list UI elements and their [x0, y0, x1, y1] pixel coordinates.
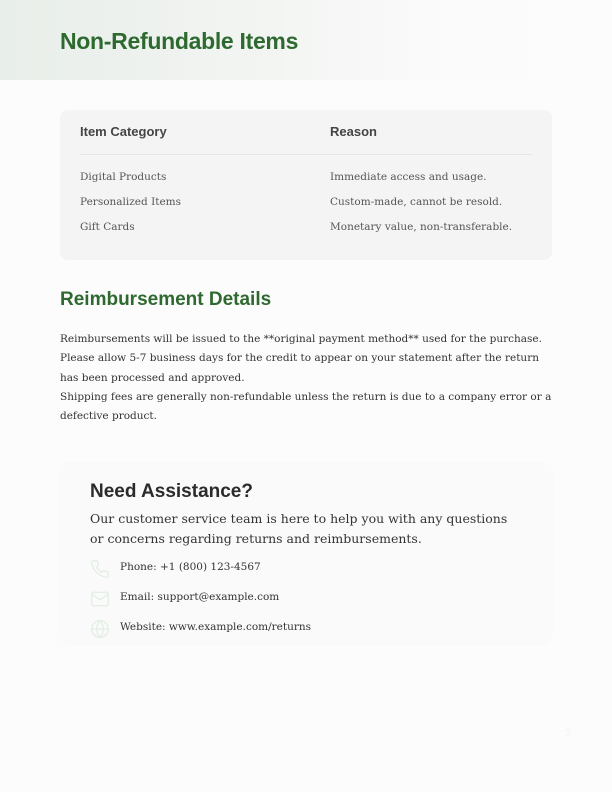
column-header-item-category: Item Category	[80, 124, 167, 139]
contact-phone	[90, 559, 490, 579]
contact-website	[90, 619, 490, 639]
reimbursement-heading: Reimbursement Details	[60, 289, 272, 310]
assistance-card	[60, 462, 552, 644]
header-divider	[80, 154, 532, 155]
shipping-fees-paragraph: Shipping fees are generally non-refundable unless the return is due to a company error or a defective product.	[60, 391, 552, 423]
cell-reason: Immediate access and usage.	[330, 171, 487, 183]
cell-category: Personalized Items	[80, 196, 182, 208]
assistance-heading: Need Assistance?	[90, 481, 253, 502]
contact-email	[90, 589, 490, 609]
cell-reason: Monetary value, non-transferable.	[330, 221, 513, 233]
page-title: Non-Refundable Items	[60, 28, 299, 54]
cell-category: Gift Cards	[80, 221, 135, 233]
mail-icon	[90, 589, 110, 609]
phone-icon	[90, 559, 110, 579]
page-number: 3	[565, 728, 571, 739]
table-row	[80, 196, 532, 216]
column-header-reason: Reason	[330, 124, 377, 139]
cell-reason: Custom-made, cannot be resold.	[330, 196, 503, 208]
phone-label: Phone: +1 (800) 123-4567	[120, 561, 261, 573]
website-link[interactable]: Website: www.example.com/returns	[120, 621, 312, 633]
cell-category: Digital Products	[80, 171, 167, 183]
globe-icon	[90, 619, 110, 639]
table-row	[80, 171, 532, 191]
non-refundable-table	[60, 110, 552, 260]
reimbursement-paragraph: Reimbursements will be issued to the **original payment method** used for the purchase. Please allow 5-7 business days for the credit to appear on your statement after the return has been processed and approved.	[60, 333, 542, 384]
assistance-intro: Our customer service team is here to help you with any questions or concerns regarding returns and reimbursements.	[90, 511, 508, 546]
page-header	[0, 0, 612, 80]
table-row	[80, 221, 532, 241]
email-link[interactable]: Email: support@example.com	[120, 591, 280, 603]
